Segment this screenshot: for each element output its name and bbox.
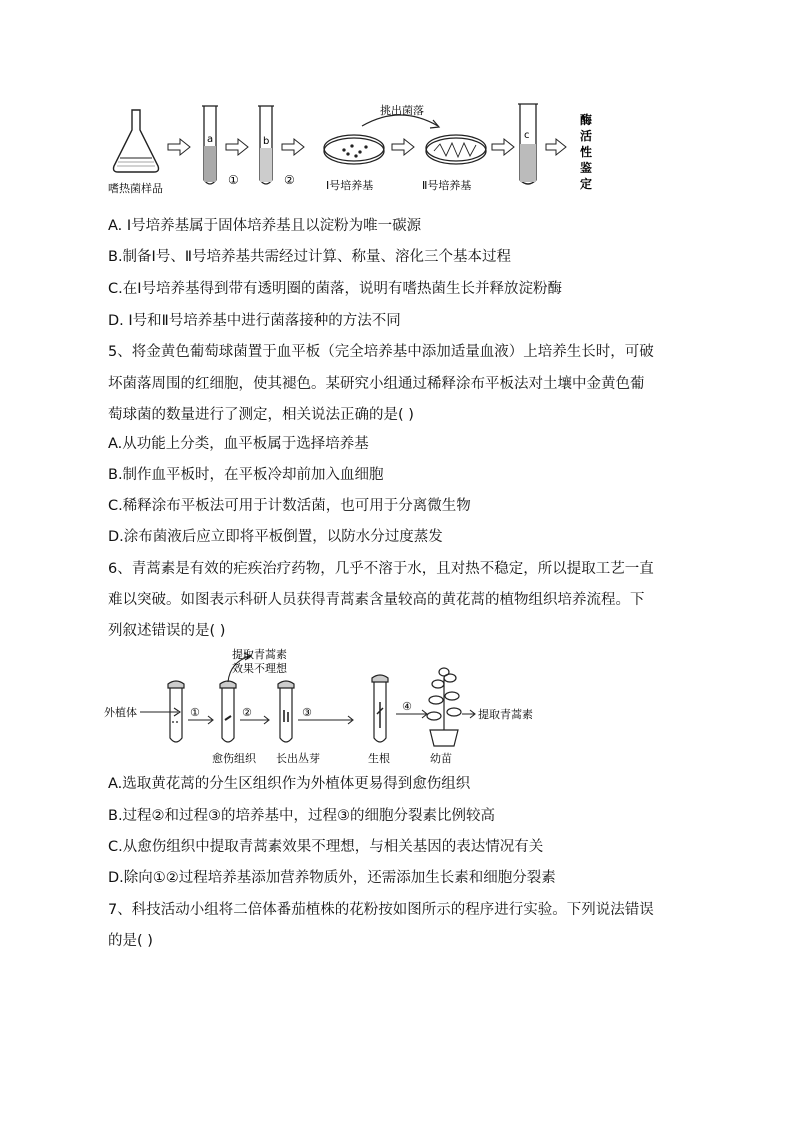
q7-stem-line-1: 7、科技活动小组将二倍体番茄植株的花粉按如图所示的程序进行实验。下列说法错误: [108, 902, 654, 918]
petri-dish-2-icon: [426, 135, 486, 164]
q5-option-b: B.制作血平板时，在平板冷却前加入血细胞: [108, 467, 384, 483]
enzyme-activity-label: [580, 112, 592, 191]
tube-b-label: b: [263, 136, 270, 147]
step-4-label: ④: [402, 700, 412, 713]
test-tube-c-icon: [518, 104, 538, 184]
step-2-label: ②: [242, 706, 252, 719]
svg-text:酶: 酶: [580, 113, 593, 127]
tube-a-label: a: [207, 134, 214, 145]
svg-text:定: 定: [580, 177, 593, 191]
flask-label: 嗜热菌样品: [108, 182, 163, 195]
test-tube-3-icon: [278, 681, 294, 742]
extract-top-label-1: 提取青蒿素: [232, 648, 287, 661]
petri-dish-1-icon: [324, 135, 384, 164]
q6-option-d: D.除向①②过程培养基添加营养物质外，还需添加生长素和细胞分裂素: [108, 870, 556, 886]
arrow-icon: [226, 139, 248, 155]
q5-option-d: D.涂布菌液后应立即将平板倒置，以防水分过度蒸发: [108, 529, 443, 545]
q4-option-a: A. Ⅰ号培养基属于固体培养基且以淀粉为唯一碳源: [108, 218, 422, 234]
flask-icon: [114, 110, 159, 172]
q7-stem-line-2: 的是( ): [108, 933, 153, 949]
step-1-label: ①: [190, 706, 200, 719]
seedling-label: 幼苗: [430, 752, 452, 765]
tube-c-label: c: [524, 130, 530, 141]
step-3-label: ③: [302, 706, 312, 719]
step-1-label: ①: [228, 173, 239, 187]
q4-option-d: D. Ⅰ号和Ⅱ号培养基中进行菌落接种的方法不同: [108, 313, 401, 329]
arrow-icon: [168, 139, 190, 155]
q5-option-c: C.稀释涂布平板法可用于计数活菌，也可用于分离微生物: [108, 498, 471, 514]
arrow-icon: [546, 139, 566, 155]
test-tube-4-icon: [372, 675, 388, 742]
q6-stem-line-1: 6、青蒿素是有效的疟疾治疗药物，几乎不溶于水，且对热不稳定，所以提取工艺一直: [108, 561, 654, 577]
q5-stem-line-1: 5、将金黄色葡萄球菌置于血平板（完全培养基中添加适量血液）上培养生长时，可破: [108, 344, 654, 360]
callus-label: 愈伤组织: [212, 752, 256, 765]
q5-option-a: A.从功能上分类，血平板属于选择培养基: [108, 436, 369, 452]
shoots-label: 长出丛芽: [276, 752, 320, 765]
test-tube-2-icon: [220, 681, 236, 742]
roots-label: 生根: [368, 752, 390, 765]
arrow-icon: [282, 139, 304, 155]
test-tube-a-icon: [202, 106, 218, 184]
extract-top-label-2: 效果不理想: [232, 662, 287, 675]
figure-tissue-culture: [100, 648, 600, 766]
explant-label: 外植体: [104, 706, 137, 719]
plate-2-label: Ⅱ号培养基: [422, 179, 472, 192]
q6-stem-line-2: 难以突破。如图表示科研人员获得青蒿素含量较高的黄花蒿的植物组织培养流程。下: [108, 592, 645, 608]
q6-option-b: B.过程②和过程③的培养基中，过程③的细胞分裂素比例较高: [108, 808, 496, 824]
svg-text:性: 性: [580, 145, 593, 159]
step-2-label: ②: [284, 173, 295, 187]
q6-stem-line-3: 列叙述错误的是( ): [108, 623, 226, 639]
q5-stem-line-3: 萄球菌的数量进行了测定，相关说法正确的是( ): [108, 407, 414, 423]
figure-thermophile-screening: [100, 96, 620, 200]
q4-option-c: C.在Ⅰ号培养基得到带有透明圈的菌落，说明有嗜热菌生长并释放淀粉酶: [108, 281, 563, 297]
arrow-icon: [392, 139, 414, 155]
q4-option-b: B.制备Ⅰ号、Ⅱ号培养基共需经过计算、称量、溶化三个基本过程: [108, 249, 511, 265]
seedling-pot-icon: [427, 668, 461, 746]
svg-text:鉴: 鉴: [580, 161, 593, 175]
q5-stem-line-2: 坏菌落周围的红细胞，使其褪色。某研究小组通过稀释涂布平板法对土壤中金黄色葡: [108, 376, 645, 392]
plate-1-label: Ⅰ号培养基: [326, 179, 374, 192]
pick-colony-label: 挑出菌落: [380, 104, 424, 117]
svg-text:活: 活: [580, 129, 593, 143]
extract-right-label: 提取青蒿素: [478, 708, 533, 721]
q6-option-a: A.选取黄花蒿的分生区组织作为外植体更易得到愈伤组织: [108, 776, 471, 792]
arrow-icon: [492, 139, 514, 155]
q6-option-c: C.从愈伤组织中提取青蒿素效果不理想，与相关基因的表达情况有关: [108, 839, 544, 855]
